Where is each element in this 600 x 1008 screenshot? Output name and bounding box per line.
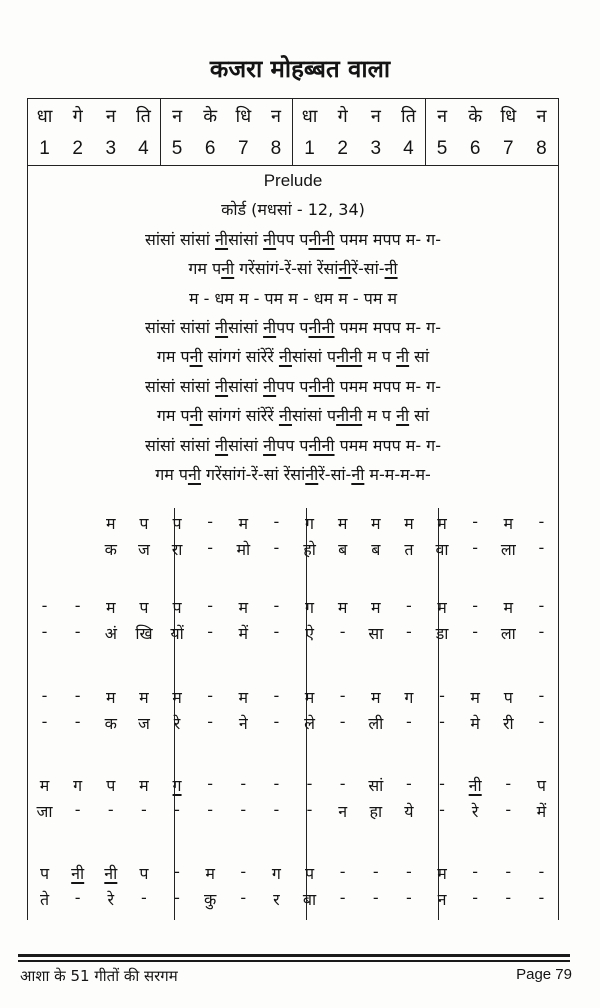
note-segment: सां	[409, 347, 430, 367]
lyric-cell: -	[240, 800, 247, 819]
lyric-cell: -	[538, 712, 545, 731]
note-cell: -	[207, 686, 214, 705]
beat-count: 8	[536, 138, 547, 159]
lyric-cell: हो	[303, 540, 316, 559]
lyric-cell: -	[41, 622, 48, 641]
beat-cell	[28, 99, 61, 165]
note-cell: म	[470, 688, 480, 707]
taal-header	[28, 98, 558, 166]
lyric-cell: -	[207, 712, 214, 731]
note-cell: -	[273, 774, 280, 793]
beat-bol: न	[105, 106, 116, 127]
prelude-line	[28, 284, 558, 313]
note-cell: म	[238, 688, 249, 707]
prelude-line	[28, 431, 558, 460]
page-number: Page 79	[516, 966, 572, 983]
note-segment: नी	[215, 229, 229, 249]
note-cell: प	[40, 864, 50, 883]
note-cell: म	[106, 514, 116, 533]
note-segment: गम प	[156, 347, 190, 367]
note-segment: गरेंसांगं-रें-सां रेंसां	[200, 464, 306, 484]
lyric-cell: -	[74, 888, 81, 907]
note-cell: -	[406, 596, 412, 615]
note-segment: पमम मपप म- ग-	[334, 435, 441, 455]
lyric-cell: ऐ	[305, 624, 314, 643]
sargam-row	[28, 862, 558, 884]
note-segment: सांसां प	[291, 406, 337, 426]
lyric-cell: -	[273, 622, 280, 641]
lyric-cell: डा	[435, 624, 449, 643]
note-cell: -	[207, 512, 214, 531]
beat-bol: धा	[301, 106, 318, 127]
lyric-cell: हा	[369, 802, 383, 821]
lyrics-row	[28, 712, 558, 734]
beat-count: 3	[105, 138, 117, 159]
sargam-row	[28, 512, 558, 534]
lyric-cell: मे	[470, 714, 480, 733]
sargam-row	[28, 596, 558, 618]
note-cell: म	[437, 864, 447, 883]
note-cell: प	[305, 864, 315, 883]
lyric-cell: -	[406, 888, 412, 907]
note-segment: पमम मपप म- ग-	[334, 229, 441, 249]
lyric-cell: कु	[204, 890, 217, 909]
note-segment: सांसां	[228, 376, 264, 396]
lyric-cell: -	[372, 888, 379, 907]
note-segment: म प	[362, 406, 397, 426]
lyric-cell: -	[273, 538, 280, 557]
note-segment: नी	[215, 376, 229, 396]
note-cell: -	[273, 686, 280, 705]
lyrics-row	[28, 622, 558, 644]
note-cell: -	[174, 862, 180, 881]
lyric-cell: -	[339, 888, 346, 907]
note-segment: पमम मपप म- ग-	[334, 317, 441, 337]
note-cell: म	[106, 598, 116, 617]
note-segment: नी	[278, 406, 292, 426]
lyric-cell: ली	[368, 714, 384, 733]
lyric-cell: -	[207, 622, 214, 641]
book-title: आशा के 51 गीतों की सरगम	[20, 967, 178, 985]
note-segment: रें-सां-	[351, 259, 385, 279]
footer-rule	[18, 954, 570, 957]
note-cell: म	[139, 688, 149, 707]
lyric-cell: जा	[36, 802, 53, 821]
lyric-cell: र	[273, 890, 280, 909]
note-cell: -	[207, 774, 214, 793]
beat-count: 2	[72, 138, 83, 159]
lyric-cell: रे	[107, 890, 115, 909]
note-cell: ग	[271, 864, 281, 883]
lyric-cell: मो	[236, 540, 251, 559]
prelude-line	[28, 401, 558, 430]
lyric-cell: ब	[338, 540, 348, 559]
note-cell: नी	[104, 864, 118, 883]
lyric-cell: -	[273, 712, 280, 731]
note-cell: -	[339, 686, 346, 705]
note-cell: -	[406, 774, 412, 793]
beat-count: 5	[171, 138, 183, 159]
lyric-cell: न	[338, 802, 348, 821]
lyric-cell: -	[240, 888, 247, 907]
lyric-cell: न	[437, 890, 447, 909]
note-segment: नी	[221, 259, 235, 279]
note-cell	[28, 512, 61, 534]
note-cell: -	[538, 596, 545, 615]
note-cell: प	[172, 598, 182, 617]
beat-bol: न	[437, 106, 448, 127]
lyric-cell: ज	[138, 540, 150, 559]
beat-count: 2	[337, 138, 348, 159]
beat-count: 6	[469, 138, 481, 159]
note-cell: म	[337, 514, 348, 533]
lyric-cell: -	[538, 888, 545, 907]
note-segment: सांसां सांसां	[145, 317, 216, 337]
note-cell: म	[337, 598, 348, 617]
chord-line: कोर्ड (मधसां - 12, 34)	[221, 200, 365, 220]
note-cell: म	[304, 688, 315, 707]
beat-bol: गे	[72, 106, 83, 127]
note-cell: ग	[73, 776, 83, 795]
lyric-cell: ले	[304, 714, 315, 733]
lyric-cell	[61, 538, 94, 560]
note-segment: नी	[396, 347, 410, 367]
lyric-cell: वा	[435, 540, 449, 559]
note-cell: -	[339, 774, 346, 793]
note-cell: -	[372, 862, 379, 881]
beat-bol: के	[203, 106, 218, 127]
note-segment: पप प	[276, 376, 309, 396]
lyrics-row	[28, 538, 558, 560]
note-cell: म	[503, 598, 514, 617]
note-cell: म	[371, 598, 381, 617]
beat-cell	[127, 99, 160, 165]
beat-cell	[359, 99, 392, 165]
note-segment: नी	[384, 259, 398, 279]
note-cell: -	[207, 596, 214, 615]
lyric-cell: -	[74, 622, 81, 641]
beat-cell	[61, 99, 94, 165]
note-segment: नीनी	[336, 347, 363, 367]
note-segment: नी	[263, 435, 277, 455]
note-segment: नी	[215, 317, 229, 337]
note-cell: -	[240, 774, 247, 793]
beat-count: 7	[238, 138, 249, 159]
lyrics-row	[28, 800, 558, 822]
beat-cell	[525, 99, 558, 165]
footer-rule	[18, 960, 570, 962]
lyric-cell: -	[439, 712, 445, 731]
lyric-cell: ला	[500, 540, 516, 559]
note-segment: म प	[362, 347, 397, 367]
note-segment: पप प	[276, 229, 309, 249]
lyric-cell: -	[472, 538, 479, 557]
note-cell: प	[106, 776, 116, 795]
prelude-line	[28, 372, 558, 401]
lyric-cell: -	[439, 800, 445, 819]
song-title: कजरा मोहब्बत वाला	[209, 55, 391, 83]
beat-bol: धा	[36, 106, 53, 127]
lyric-cell: -	[472, 888, 479, 907]
note-segment: म-म-म-म-	[364, 464, 431, 484]
note-cell: -	[439, 686, 445, 705]
note-segment: सांगगं सांरेंरें	[202, 406, 279, 426]
note-cell: ग	[305, 598, 315, 617]
note-cell: -	[472, 862, 479, 881]
beat-cell	[293, 99, 326, 165]
beat-cell	[459, 99, 492, 165]
notation-sheet	[27, 98, 559, 920]
lyric-cell	[28, 538, 61, 560]
lyric-cell: -	[207, 800, 214, 819]
note-cell: -	[439, 774, 445, 793]
lyric-cell: -	[306, 800, 313, 819]
beat-bol: धि	[500, 106, 517, 127]
note-cell: -	[273, 512, 280, 531]
beat-count: 7	[503, 138, 514, 159]
note-cell: ग	[305, 514, 315, 533]
lyric-cell: -	[505, 888, 512, 907]
beat-bol: के	[468, 106, 483, 127]
beat-count: 6	[204, 138, 216, 159]
beat-cell	[94, 99, 127, 165]
beat-bol: न	[370, 106, 381, 127]
sargam-row	[28, 774, 558, 796]
note-segment: पप प	[276, 435, 309, 455]
note-cell: नी	[468, 776, 482, 795]
beat-bol: न	[536, 106, 547, 127]
lyric-cell: -	[174, 800, 180, 819]
lyric-cell: -	[141, 888, 147, 907]
beat-cell	[161, 99, 194, 165]
lyric-cell: रे	[471, 802, 479, 821]
note-segment: नीनी	[308, 317, 335, 337]
note-segment: नी	[351, 464, 365, 484]
beat-bol: न	[270, 106, 281, 127]
note-cell: म	[437, 598, 447, 617]
lyric-cell: ते	[40, 890, 50, 909]
note-cell: -	[406, 862, 412, 881]
beat-cell	[194, 99, 227, 165]
beat-cell	[426, 99, 459, 165]
note-segment: गम प	[188, 259, 222, 279]
note-segment: नी	[278, 347, 292, 367]
prelude-line	[28, 313, 558, 342]
note-cell: -	[306, 774, 313, 793]
lyric-cell: ने	[238, 714, 248, 733]
prelude-section	[28, 166, 558, 489]
lyric-cell: -	[505, 800, 512, 819]
beat-count: 3	[370, 138, 382, 159]
lyric-cell: -	[538, 538, 545, 557]
note-segment: नी	[215, 435, 229, 455]
note-cell: म	[238, 598, 249, 617]
note-segment: नी	[305, 464, 319, 484]
note-segment: गम प	[155, 464, 188, 484]
prelude-label: Prelude	[263, 171, 323, 190]
note-segment: नीनी	[308, 376, 335, 396]
note-cell: ग	[172, 776, 182, 795]
beat-bol: धि	[235, 106, 252, 127]
lyric-cell: ब	[371, 540, 381, 559]
note-cell: -	[41, 596, 48, 615]
note-cell: म	[172, 688, 182, 707]
note-cell: -	[74, 686, 81, 705]
beat-cell	[392, 99, 425, 165]
note-cell: म	[106, 688, 116, 707]
lyric-cell: -	[74, 712, 81, 731]
lyric-cell: -	[141, 800, 147, 819]
note-segment: सांगगं सांरेंरें	[202, 347, 279, 367]
note-segment: नीनी	[308, 229, 335, 249]
note-cell: -	[472, 596, 479, 615]
lyric-cell: ज	[138, 714, 150, 733]
note-segment: सांसां	[228, 229, 264, 249]
note-cell: म	[503, 514, 514, 533]
note-cell	[61, 512, 94, 534]
lyric-cell: -	[74, 800, 81, 819]
note-segment: सांसां सांसां	[145, 435, 216, 455]
lyrics-row	[28, 888, 558, 910]
note-segment: नी	[187, 464, 201, 484]
lyric-cell: में	[238, 624, 249, 643]
note-segment: नीनी	[336, 406, 363, 426]
note-segment: सां	[409, 406, 430, 426]
lyric-cell: बा	[302, 890, 317, 909]
note-cell: म	[39, 776, 50, 795]
lyric-cell: ला	[500, 624, 516, 643]
note-cell: -	[505, 774, 512, 793]
note-cell: सां	[368, 776, 384, 795]
note-segment: नीनी	[308, 435, 335, 455]
note-cell: नी	[71, 864, 85, 883]
beat-count: 5	[436, 138, 448, 159]
note-segment: सांसां सांसां	[145, 229, 216, 249]
note-segment: नी	[263, 376, 277, 396]
note-cell: म	[437, 514, 447, 533]
lyric-cell: अं	[104, 624, 117, 643]
lyric-cell: सा	[368, 624, 384, 643]
note-segment: रें-सां-	[318, 464, 352, 484]
note-cell: -	[472, 512, 479, 531]
lyric-cell: त	[404, 540, 414, 559]
note-segment: म - धम म - पम म - धम म - पम म	[188, 288, 398, 308]
note-segment: सांसां	[228, 317, 264, 337]
note-cell: म	[139, 776, 149, 795]
lyric-cell: ये	[404, 802, 414, 821]
lyric-cell: क	[104, 540, 117, 559]
lyric-cell: में	[536, 802, 547, 821]
lyric-cell: -	[406, 712, 412, 731]
lyric-cell: री	[502, 714, 514, 733]
sargam-row	[28, 686, 558, 708]
lyric-cell: -	[41, 712, 48, 731]
note-cell: म	[205, 864, 215, 883]
beat-count: 8	[270, 138, 282, 159]
note-segment: गम प	[156, 406, 190, 426]
lyric-cell: यों	[170, 624, 184, 643]
note-segment: गरेंसांगं-रें-सां रेंसां	[234, 259, 339, 279]
note-cell: प	[139, 598, 149, 617]
beat-bol: ति	[400, 106, 416, 127]
note-segment: नी	[189, 347, 203, 367]
note-segment: पप प	[276, 317, 309, 337]
beat-cell	[227, 99, 260, 165]
note-segment: नी	[189, 406, 203, 426]
lyric-cell: खि	[135, 624, 153, 643]
note-cell: -	[41, 686, 48, 705]
prelude-line	[28, 460, 558, 489]
note-cell: ग	[404, 688, 414, 707]
note-cell: -	[240, 862, 247, 881]
note-cell: प	[139, 514, 149, 533]
note-cell: -	[74, 596, 81, 615]
note-segment: नी	[396, 406, 410, 426]
note-cell: म	[404, 514, 414, 533]
note-cell: म	[371, 514, 381, 533]
lyric-cell: -	[406, 622, 412, 641]
note-cell: -	[538, 686, 545, 705]
note-segment: नी	[263, 229, 277, 249]
beat-cell	[492, 99, 525, 165]
lyric-cell: रे	[173, 714, 181, 733]
lyric-cell: -	[538, 622, 545, 641]
note-segment: नी	[338, 259, 352, 279]
beat-count: 1	[39, 138, 50, 159]
prelude-line	[28, 342, 558, 371]
lyric-cell: -	[107, 800, 114, 819]
note-cell: प	[536, 776, 546, 795]
lyric-cell: -	[273, 800, 280, 819]
lyric-cell: -	[339, 712, 346, 731]
note-cell: -	[273, 596, 280, 615]
beat-count: 4	[138, 138, 149, 159]
note-segment: सांसां	[228, 435, 264, 455]
beat-bol: गे	[337, 106, 348, 127]
note-cell: -	[538, 862, 545, 881]
prelude-line	[28, 254, 558, 283]
note-segment: नी	[263, 317, 277, 337]
lyric-cell: -	[174, 888, 180, 907]
note-segment: सांसां प	[291, 347, 337, 367]
lyric-cell: रा	[171, 540, 183, 559]
note-segment: पमम मपप म- ग-	[334, 376, 441, 396]
note-cell: -	[505, 862, 512, 881]
beat-count: 1	[304, 138, 315, 159]
beat-bol: ति	[135, 106, 151, 127]
lyric-cell: क	[104, 714, 117, 733]
note-cell: म	[371, 688, 381, 707]
beat-bol: न	[172, 106, 183, 127]
beat-cell	[260, 99, 293, 165]
note-cell: प	[503, 688, 513, 707]
beat-cell	[326, 99, 359, 165]
lyric-cell: -	[472, 622, 479, 641]
lyric-cell: -	[207, 538, 214, 557]
note-cell: -	[538, 512, 545, 531]
note-cell: -	[339, 862, 346, 881]
note-segment: सांसां सांसां	[145, 376, 216, 396]
lyric-cell: -	[339, 622, 346, 641]
note-cell: प	[172, 514, 182, 533]
note-cell: प	[139, 864, 149, 883]
prelude-line	[28, 225, 558, 254]
beat-count: 4	[403, 138, 414, 159]
note-cell: म	[238, 514, 249, 533]
